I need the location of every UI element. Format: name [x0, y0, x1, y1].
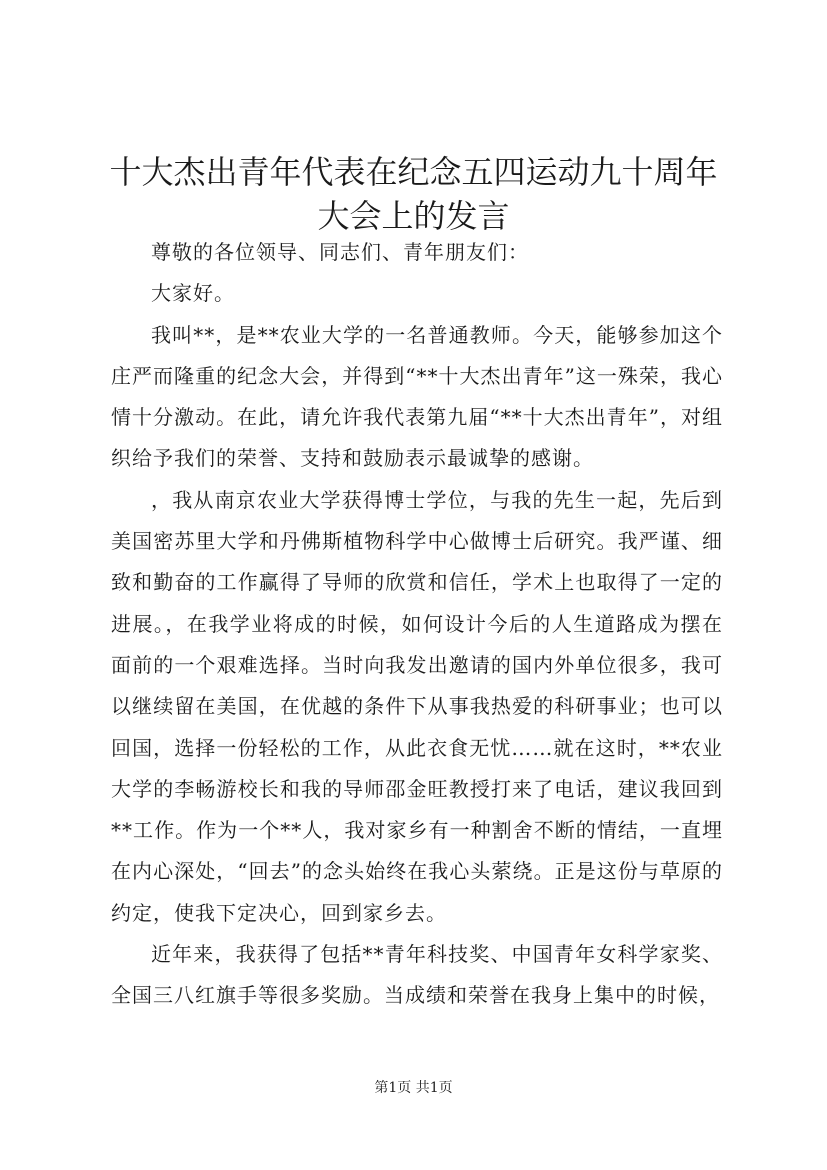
- document-body: [111, 232, 723, 1017]
- page-number-footer: 第1页 共1页: [374, 1080, 453, 1096]
- paragraph-introduction: 我叫**，是**农业大学的一名普通教师。今天，能够参加这个庄严而隆重的纪念大会，并得到“**十大杰出青年”这一殊荣，我心情十分激动。在此，请允许我代表第九届“**十大杰出青年”，对组织给予我们的荣誉、支持和鼓励表示最诚挚的感谢。: [111, 322, 723, 471]
- paragraph-greeting: 大家好。: [151, 281, 235, 306]
- paragraph-background: ，我从南京农业大学获得博士学位，与我的先生一起，先后到美国密苏里大学和丹佛斯植物科学中心做博士后研究。我严谨、细致和勤奋的工作赢得了导师的欣赏和信任，学术上也取得了一定的进展。，在我学业将成的时候，如何设计今后的人生道路成为摆在面前的一个艰难选择。当时向我发出邀请的国内外单位很多，我可以继续留在美国，在优越的条件下从事我热爱的科研事业；也可以回国，选择一份轻松的工作，从此衣食无忧……就在这时，**农业大学的李畅游校长和我的导师邵金旺教授打来了电话，建议我回到**工作。作为一个**人，我对家乡有一种割舍不断的情结，一直埋在内心深处，“回去”的念头始终在我心头萦绕。正是这份与草原的约定，使我下定决心，回到家乡去。: [111, 487, 723, 925]
- paragraph-salutation: 尊敬的各位领导、同志们、青年朋友们：: [151, 240, 529, 264]
- document-title: 十大杰出青年代表在纪念五四运动九十周年大会上的发言: [109, 153, 718, 235]
- paragraph-achievements: 近年来，我获得了包括**青年科技奖、中国青年女科学家奖、全国三八红旗手等很多奖励。当成绩和荣誉在我身上集中的时候，: [111, 942, 723, 1008]
